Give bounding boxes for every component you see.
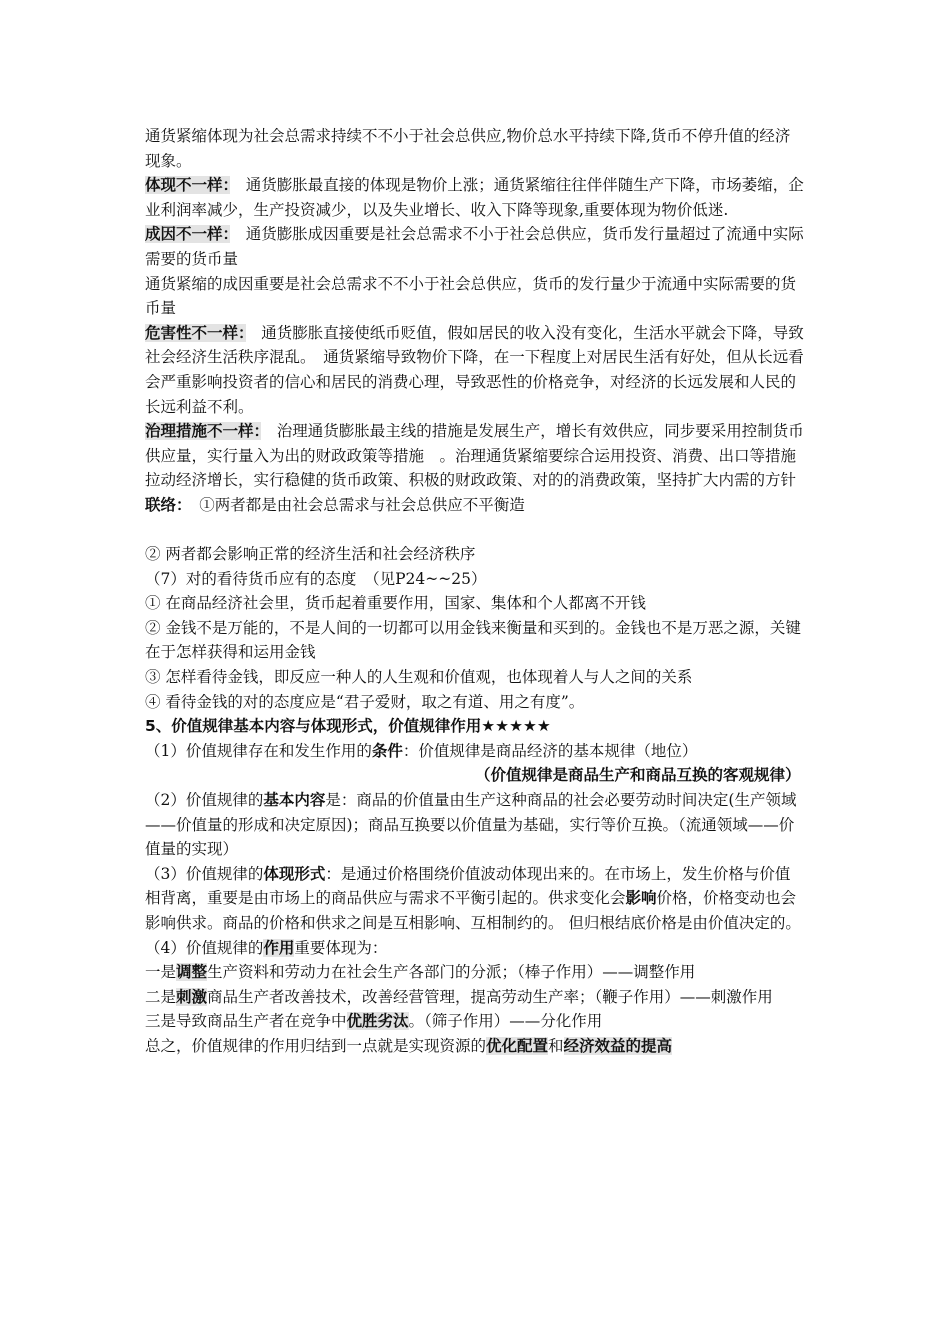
law-form-keyword-2: 影响 (625, 889, 657, 908)
law-condition-post: ：价值规律是商品经济的基本规律（地位） (402, 741, 698, 760)
summary-keyword-1: 优化配置 (486, 1036, 549, 1055)
role-2-pre: 二是 (145, 987, 177, 1006)
attitude-item-4: ④ 看待金钱的对的态度应是“君子爱财，取之有道、用之有度”。 (145, 692, 585, 711)
law-form-keyword: 体现形式 (263, 864, 326, 883)
link-item-2: ② 两者都会影响正常的经济生活和社会经济秩序 (145, 545, 476, 564)
text-expression: 通货膨胀最直接的体现是物价上涨；通货紧缩往往伴伴随生产下降，市场萎缩，企业利润率减少，生产投资减少，以及失业增长、收入下降等现象,重要体现为物价低迷. (145, 176, 804, 219)
law-content-keyword: 基本内容 (263, 791, 326, 810)
law-form (145, 862, 805, 936)
label-harm: 危害性不一样： (145, 323, 246, 342)
document-page (145, 124, 805, 1059)
law-role-keyword: 作用 (263, 938, 295, 957)
difference-cause (145, 222, 805, 271)
attitude-item-3: ③ 怎样看待金钱，即反应一种人的人生观和价值观，也体现着人与人之间的关系 (145, 668, 693, 687)
attitude-heading: （7）对的看待货币应有的态度 （见P24~~25） (145, 569, 487, 588)
role-3-post: 。（筛子作用）——分化作用 (408, 1012, 603, 1031)
summary-pre: 总之，价值规律的作用归结到一点就是实现资源的 (145, 1036, 487, 1055)
link-paragraph (145, 493, 805, 518)
role-1-keyword: 调整 (176, 963, 208, 982)
law-condition-note: （价值规律是商品生产和商品互换的客观规律） (475, 766, 801, 785)
law-condition-pre: （1）价值规律存在和发生作用的 (145, 741, 372, 760)
summary-keyword-2: 经济效益的提高 (563, 1036, 673, 1055)
attitude-item-2: ② 金钱不是万能的，不是人间的一切都可以用金钱来衡量和买到的。金钱也不是万恶之源，关键在于怎样获得和运用金钱 (145, 618, 801, 662)
attitude-item-1: ① 在商品经济社会里，货币起着重要作用，国家、集体和个人都离不开钱 (145, 594, 646, 613)
difference-measures (145, 419, 805, 493)
role-1-post: 生产资料和劳动力在社会生产各部门的分派；（棒子作用）——调整作用 (207, 963, 696, 982)
law-role-pre: （4）价值规律的 (145, 938, 264, 957)
text-cause: 通货膨胀成因重要是社会总需求不小于社会总供应，货币发行量超过了流通中实际需要的货币量 (145, 225, 804, 268)
role-item-1 (145, 960, 805, 985)
label-measures: 治理措施不一样： (145, 422, 262, 441)
text-harm: 通货膨胀直接使纸币贬值，假如居民的收入没有变化，生活水平就会下降，导致社会经济生活秩序混乱。 通货紧缩导致物价下降，在一下程度上对居民生活有好处，但从长远看会严重影响投资者的信心和居民的消费心理，导致恶性的价格竞争，对经济的长远发展和人民的长远利益不利。 (145, 323, 804, 416)
law-content-post: 是：商品的价值量由生产这种商品的社会必要劳动时间决定(生产领域——价值量的形成和决定原因)；商品互换要以价值量为基础，实行等价互换。（流通领域——价值量的实现） (145, 791, 797, 859)
role-3-pre: 三是导致商品生产者在竞争中 (145, 1012, 347, 1031)
deflation-cause: 通货紧缩的成因重要是社会总需求不不小于社会总供应，货币的发行量少于流通中实际需要的货币量 (145, 274, 797, 318)
summary (145, 1034, 805, 1059)
law-condition (145, 739, 805, 764)
blank-line (145, 518, 805, 543)
law-role-heading (145, 936, 805, 961)
label-cause: 成因不一样： (145, 225, 231, 244)
law-content-pre: （2）价值规律的 (145, 791, 264, 810)
role-3-keyword: 优胜劣汰 (346, 1012, 409, 1031)
role-2-keyword: 刺激 (176, 987, 208, 1006)
text-measures: 治理通货膨胀最主线的措施是发展生产，增长有效供应，同步要采用控制货币供应量，实行量入为出的财政政策等措施 。治理通货紧缩要综合运用投资、消费、出口等措施拉动经济增长，实行稳健的货币政策、积极的财政政策、对的的消费政策，坚持扩大内需的方针 (145, 422, 804, 490)
summary-mid: 和 (548, 1036, 564, 1055)
law-condition-keyword: 条件 (371, 741, 403, 760)
role-1-pre: 一是 (145, 963, 177, 982)
label-expression: 体现不一样： (145, 176, 231, 195)
law-form-pre: （3）价值规律的 (145, 864, 264, 883)
law-form-mid: ：是通过价格围绕价值波动体现出来的。在市场上，发生价格与价值相背离，重要是由市场上的商品供应与需求不平衡引起的。供求变化会 (145, 864, 791, 908)
link-item-1: ①两者都是由社会总需求与社会总供应不平衡造 (183, 495, 525, 514)
role-2-post: 商品生产者改善技术，改善经营管理，提高劳动生产率；（鞭子作用）——刺激作用 (207, 987, 773, 1006)
intro-paragraph: 通货紧缩体现为社会总需求持续不不小于社会总供应,物价总水平持续下降,货币不停升值的经济现象。 (145, 127, 791, 170)
difference-harm (145, 321, 805, 419)
law-role-post: 重要体现为： (294, 938, 388, 957)
label-link: 联络： (145, 495, 184, 514)
law-content (145, 788, 805, 862)
section-5-title: 5、价值规律基本内容与体现形式，价值规律作用★★★★★ (145, 717, 551, 736)
role-item-2 (145, 985, 805, 1010)
difference-expression (145, 173, 805, 222)
role-item-3 (145, 1009, 805, 1034)
law-form-post: 价格，价格变动也会影响供求。商品的价格和供求之间是互相影响、互相制约的。 但归根结底价格是由价值决定的。 (145, 889, 801, 932)
